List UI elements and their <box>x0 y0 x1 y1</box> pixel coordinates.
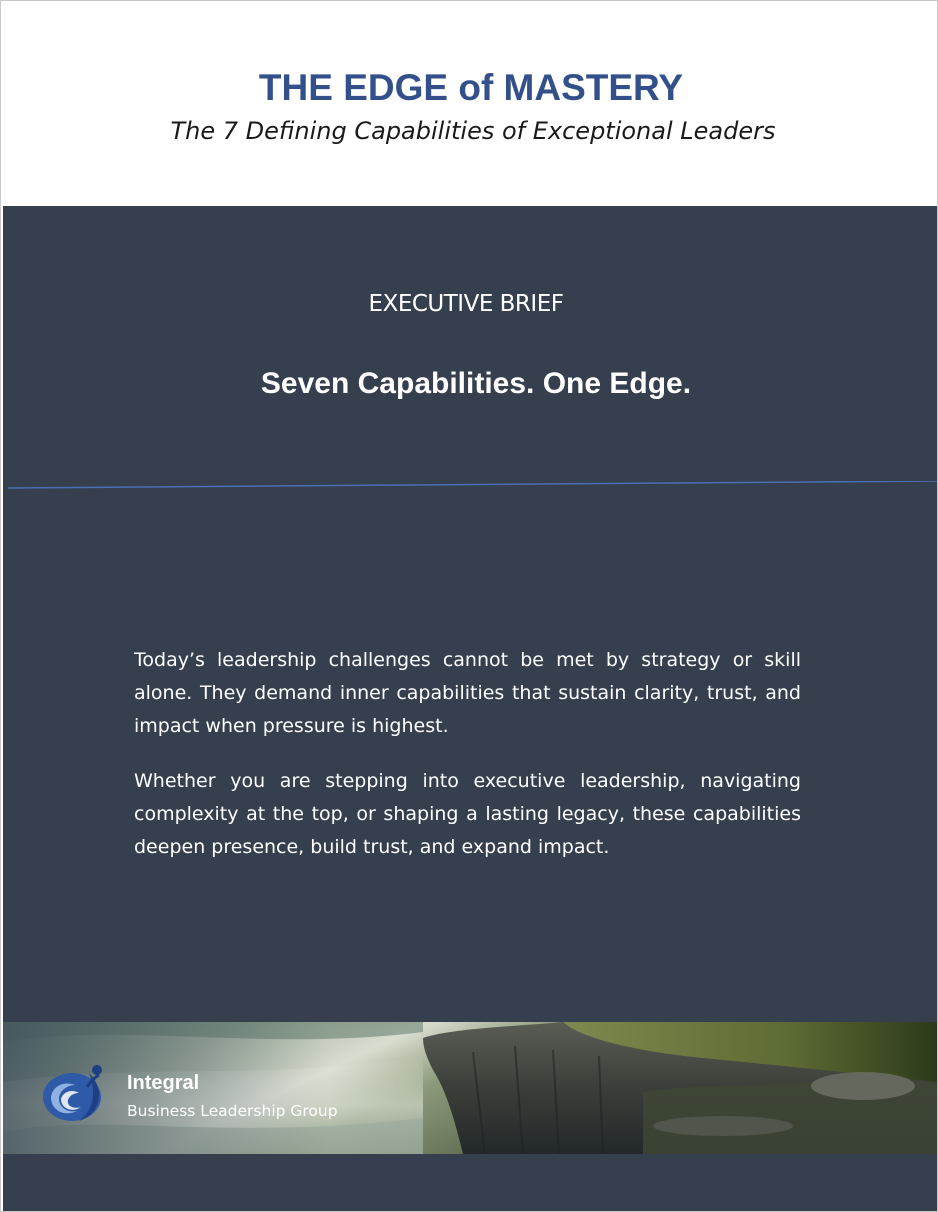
brand-tagline: Business Leadership Group <box>127 1102 338 1120</box>
dark-panel <box>3 206 937 1212</box>
document-title: THE EDGE of MASTERY <box>258 67 684 108</box>
tagline: Seven Capabilities. One Edge. <box>260 367 692 400</box>
audience-paragraph: Whether you are stepping into executive leadership, navigating complexity at the top, or shaping a lasting legacy, these capabilities deepen presence, build trust, and expand impact. <box>134 770 801 858</box>
intro-paragraph: Today’s leadership challenges cannot be met by strategy or skill alone. They demand inner capabilities that sustain clarity, trust, and impact when pressure is highest. <box>134 649 801 737</box>
cliff-landscape-image <box>3 1022 937 1154</box>
document-subtitle: The 7 Defining Capabilities of Exceptional Leaders <box>170 117 776 145</box>
brand-name: Integral <box>127 1072 200 1094</box>
integral-logo-icon <box>41 1063 111 1125</box>
divider-line <box>8 481 938 493</box>
section-label: EXECUTIVE BRIEF <box>368 291 564 317</box>
header <box>1 1 937 205</box>
